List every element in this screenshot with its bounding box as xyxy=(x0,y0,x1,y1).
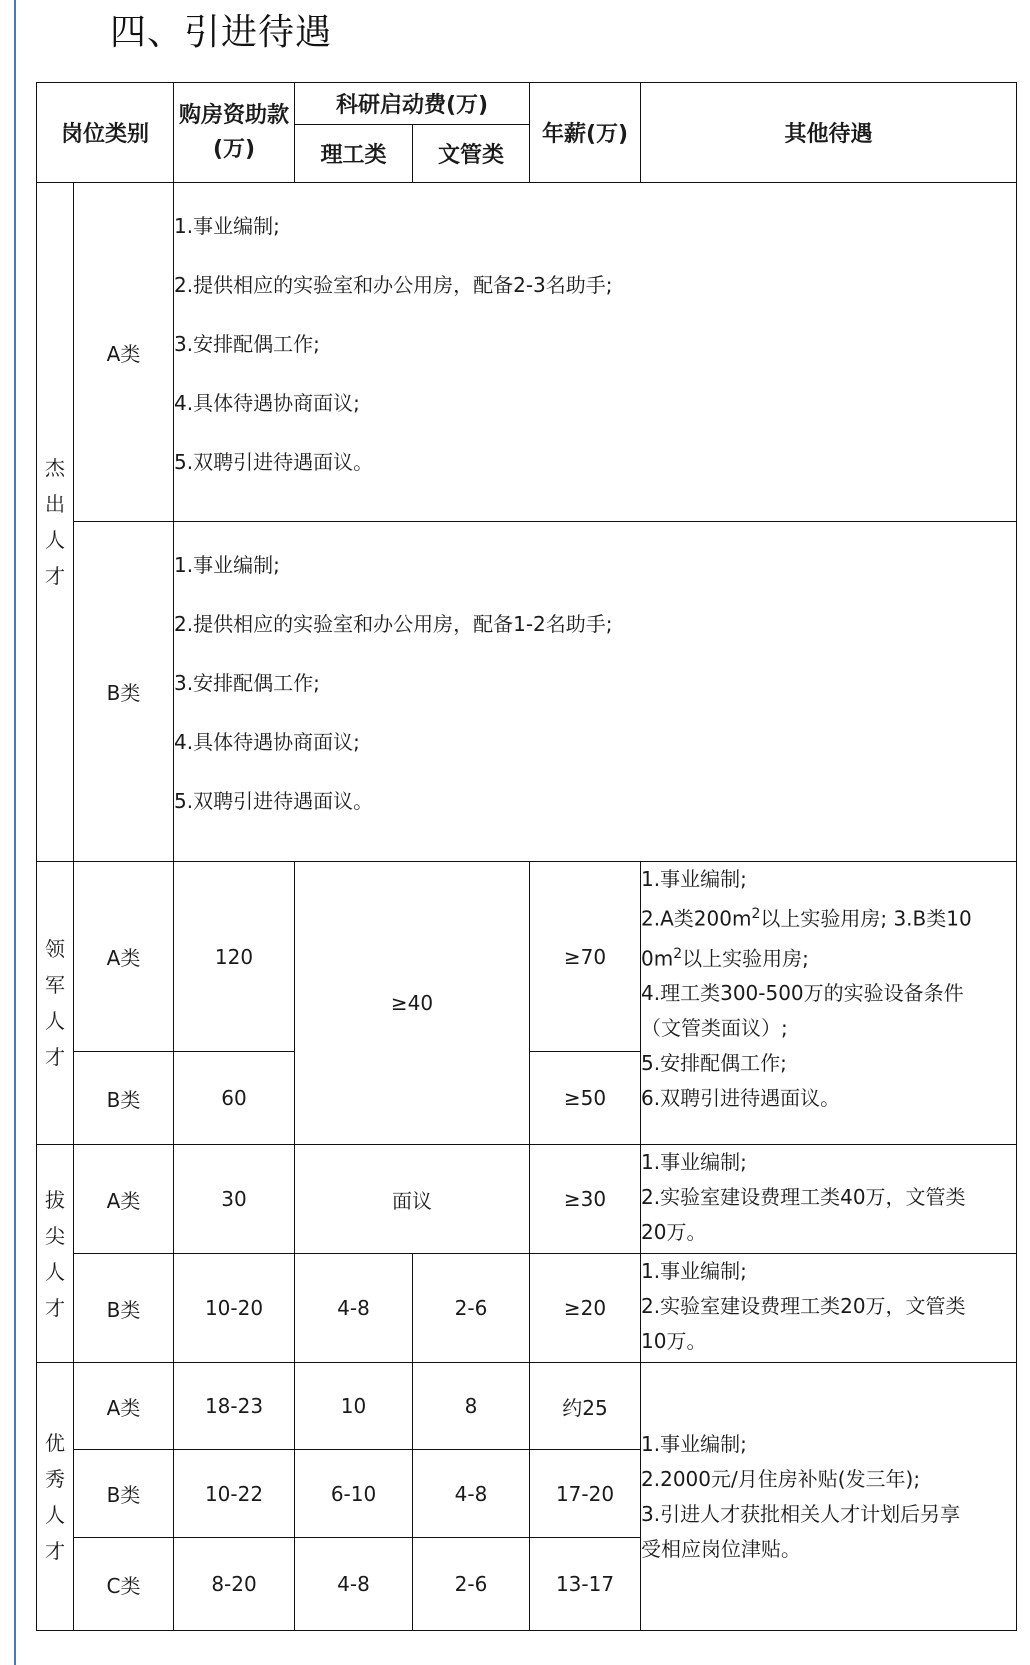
group-char: 秀 xyxy=(45,1466,65,1491)
topnotch-a-other xyxy=(641,1145,1017,1254)
leading-a-salary: ≥70 xyxy=(530,862,641,1052)
list-item: 3.引进人才获批相关人才计划后另享 xyxy=(641,1501,961,1526)
leading-a-row xyxy=(37,862,1017,1052)
group-char: 拔 xyxy=(45,1187,65,1212)
list-item: 2.实验室建设费理工类40万，文管类 xyxy=(641,1185,966,1209)
leading-other-benefits xyxy=(641,862,1017,1145)
text-part: 0m xyxy=(641,946,674,971)
header-housing-line1: 购房资助款 xyxy=(179,102,290,128)
topnotch-b-sci: 4-8 xyxy=(295,1254,413,1363)
group-char: 人 xyxy=(45,528,65,552)
topnotch-a-label: A类 xyxy=(74,1145,174,1254)
excellent-b-sci: 6-10 xyxy=(295,1450,413,1538)
outstanding-b-label: B类 xyxy=(74,522,174,862)
excellent-c-arts: 2-6 xyxy=(413,1538,530,1631)
list-item: 3.安排配偶工作; xyxy=(174,671,320,695)
group-char: 人 xyxy=(45,1502,65,1527)
list-item: 1.事业编制; xyxy=(174,214,280,238)
benefits-table xyxy=(36,82,1017,1631)
header-arts-mgmt: 文管类 xyxy=(413,125,530,183)
group-char: 杰 xyxy=(45,456,65,480)
leading-b-housing: 60 xyxy=(174,1052,295,1145)
list-item: 2.实验室建设费理工类20万，文管类 xyxy=(641,1294,966,1318)
list-item: 1.事业编制; xyxy=(641,1431,747,1456)
list-item: 2.提供相应的实验室和办公用房，配备1-2名助手; xyxy=(174,612,613,636)
list-item: 1.事业编制; xyxy=(641,1150,747,1174)
list-item: （文管类面议）; xyxy=(641,1016,788,1041)
topnotch-a-row xyxy=(37,1145,1017,1254)
excellent-b-arts: 4-8 xyxy=(413,1450,530,1538)
list-item: 4.理工类300-500万的实验设备条件 xyxy=(641,981,964,1006)
superscript: 2 xyxy=(751,906,761,922)
list-item: 1.事业编制; xyxy=(641,867,747,891)
outstanding-a-label: A类 xyxy=(74,183,174,522)
leading-b-label: B类 xyxy=(74,1052,174,1145)
superscript: 2 xyxy=(673,945,683,962)
list-item: 5.双聘引进待遇面议。 xyxy=(174,450,374,474)
group-char: 才 xyxy=(45,1045,65,1069)
group-char: 人 xyxy=(45,1259,65,1284)
excellent-b-salary: 17-20 xyxy=(530,1450,641,1538)
list-item xyxy=(641,897,1016,937)
excellent-c-salary: 13-17 xyxy=(530,1538,641,1631)
leading-research: ≥40 xyxy=(295,862,530,1145)
header-housing-line2: (万) xyxy=(212,136,256,162)
group-excellent xyxy=(37,1363,74,1631)
list-item: 6.双聘引进待遇面议。 xyxy=(641,1086,841,1111)
list-item: 2.提供相应的实验室和办公用房，配备2-3名助手; xyxy=(174,273,613,297)
group-leading xyxy=(37,862,74,1145)
group-outstanding xyxy=(37,183,74,862)
list-item: 4.具体待遇协商面议; xyxy=(174,391,360,415)
text-part: 以上实验用房; 3.B类10 xyxy=(760,906,972,931)
section-title: 四、引进待遇 xyxy=(110,12,333,53)
excellent-a-row xyxy=(37,1363,1017,1450)
topnotch-a-housing: 30 xyxy=(174,1145,295,1254)
list-item: 5.双聘引进待遇面议。 xyxy=(174,789,374,813)
group-char: 出 xyxy=(45,492,65,516)
topnotch-b-salary: ≥20 xyxy=(530,1254,641,1363)
excellent-a-arts: 8 xyxy=(413,1363,530,1450)
leading-b-salary: ≥50 xyxy=(530,1052,641,1145)
list-item: 受相应岗位津贴。 xyxy=(641,1536,802,1561)
header-salary: 年薪(万) xyxy=(530,83,641,183)
excellent-other-benefits xyxy=(641,1363,1017,1631)
leading-a-label: A类 xyxy=(74,862,174,1052)
topnotch-b-other xyxy=(641,1254,1017,1363)
header-housing xyxy=(174,83,295,183)
excellent-c-sci: 4-8 xyxy=(295,1538,413,1631)
list-item: 10万。 xyxy=(641,1329,707,1353)
group-char: 优 xyxy=(45,1430,65,1455)
excellent-c-label: C类 xyxy=(74,1538,174,1631)
topnotch-b-housing: 10-20 xyxy=(174,1254,295,1363)
excellent-a-salary: 约25 xyxy=(530,1363,641,1450)
leading-a-housing: 120 xyxy=(174,862,295,1052)
excellent-a-sci: 10 xyxy=(295,1363,413,1450)
header-research: 科研启动费(万) xyxy=(295,83,530,125)
text-part: 2.A类200m xyxy=(641,906,752,931)
excellent-a-label: A类 xyxy=(74,1363,174,1450)
list-item: 2.2000元/月住房补贴(发三年); xyxy=(641,1466,921,1491)
topnotch-a-salary: ≥30 xyxy=(530,1145,641,1254)
topnotch-b-label: B类 xyxy=(74,1254,174,1363)
list-item: 5.安排配偶工作; xyxy=(641,1051,787,1076)
header-post-category: 岗位类别 xyxy=(37,83,174,183)
group-char: 军 xyxy=(45,973,65,997)
group-char: 尖 xyxy=(45,1223,65,1248)
group-char: 才 xyxy=(45,1295,65,1320)
group-topnotch xyxy=(37,1145,74,1363)
excellent-b-label: B类 xyxy=(74,1450,174,1538)
outstanding-a-row xyxy=(37,183,1017,522)
list-item xyxy=(641,937,1016,977)
outstanding-b-benefits xyxy=(174,522,1017,862)
topnotch-a-research: 面议 xyxy=(295,1145,530,1254)
group-char: 领 xyxy=(45,937,65,961)
group-char: 才 xyxy=(45,564,65,588)
left-edge-line xyxy=(14,0,16,1665)
excellent-c-housing: 8-20 xyxy=(174,1538,295,1631)
text-part: 以上实验用房; xyxy=(682,946,809,971)
excellent-a-housing: 18-23 xyxy=(174,1363,295,1450)
list-item: 1.事业编制; xyxy=(641,1259,747,1283)
list-item: 4.具体待遇协商面议; xyxy=(174,730,360,754)
header-other: 其他待遇 xyxy=(641,83,1017,183)
topnotch-b-row xyxy=(37,1254,1017,1363)
list-item: 1.事业编制; xyxy=(174,553,280,577)
outstanding-b-row xyxy=(37,522,1017,862)
list-item: 3.安排配偶工作; xyxy=(174,332,320,356)
outstanding-a-benefits xyxy=(174,183,1017,522)
list-item: 20万。 xyxy=(641,1220,707,1244)
topnotch-b-arts: 2-6 xyxy=(413,1254,530,1363)
group-char: 才 xyxy=(45,1538,65,1563)
group-char: 人 xyxy=(45,1009,65,1033)
header-row xyxy=(37,83,1017,125)
excellent-b-housing: 10-22 xyxy=(174,1450,295,1538)
header-sci-eng: 理工类 xyxy=(295,125,413,183)
